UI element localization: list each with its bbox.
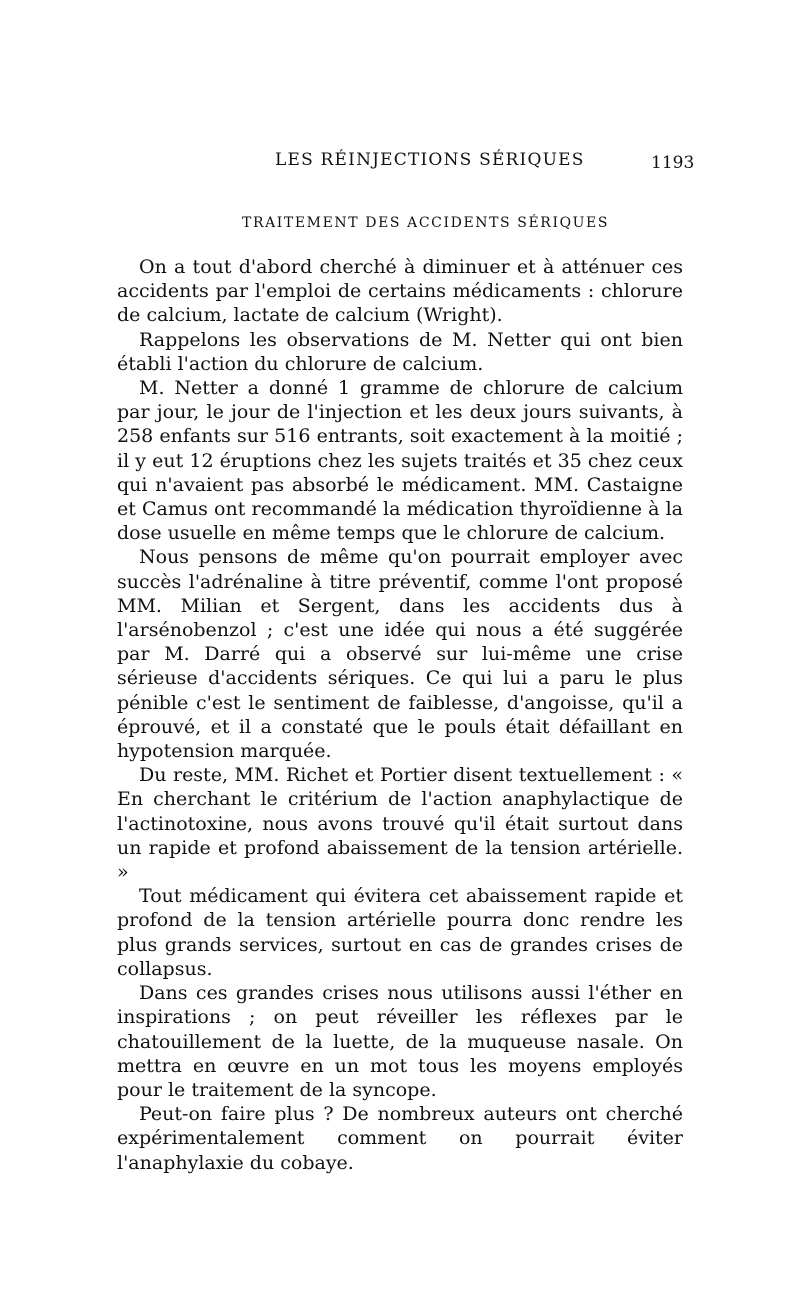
section-title: TRAITEMENT DES ACCIDENTS SÉRIQUES bbox=[242, 215, 610, 231]
paragraph: Du reste, MM. Richet et Portier disent textuellement : « En cherchant le critérium de l'action anaphylactique de l'actinotoxine, nous avons trouvé qu'il était surtout dans un rapide et profond abaissement de la tension artérielle. » bbox=[117, 764, 683, 884]
paragraph: M. Netter a donné 1 gramme de chlorure de calcium par jour, le jour de l'injection et les deux jours suivants, à 258 enfants sur 516 entrants, soit exactement à la moitié ; il y eut 12 éruptions chez les sujets traités et 35 chez ceux qui n'avaient pas absorbé le médicament. MM. Castaigne et Camus ont recommandé la médication thyroïdienne à la dose usuelle en même temps que le chlorure de calcium. bbox=[117, 377, 683, 545]
running-head-title: LES RÉINJECTIONS SÉRIQUES bbox=[275, 150, 585, 170]
paragraph: Rappelons les observations de M. Netter qui ont bien établi l'action du chlorure de calcium. bbox=[117, 328, 683, 375]
body-text bbox=[117, 255, 683, 1175]
paragraph: Dans ces grandes crises nous utilisons aussi l'éther en inspirations ; on peut réveiller les réflexes par le chatouillement de la luette, de la muqueuse nasale. On mettra en œuvre en un mot tous les moyens employés pour le traitement de la syncope. bbox=[117, 982, 683, 1101]
paragraph: Peut-on faire plus ? De nombreux auteurs ont cherché expérimentalement comment on pourrait éviter l'anaphylaxie du cobaye. bbox=[117, 1103, 683, 1174]
paragraph: Nous pensons de même qu'on pourrait employer avec succès l'adrénaline à titre préventif, comme l'ont proposé MM. Milian et Sergent, dans les accidents dus à l'arsénobenzol ; c'est une idée qui nous a été suggérée par M. Darré qui a observé sur lui-même une crise sérieuse d'accidents sériques. Ce qui lui a paru le plus pénible c'est le sentiment de faiblesse, d'angoisse, qu'il a éprouvé, et il a constaté que le pouls était défaillant en hypotension marquée. bbox=[117, 546, 683, 763]
paragraph: Tout médicament qui évitera cet abaissement rapide et profond de la tension artérielle pourra donc rendre les plus grands services, surtout en cas de grandes crises de collapsus. bbox=[117, 885, 683, 980]
paragraph: On a tout d'abord cherché à diminuer et à atténuer ces accidents par l'emploi de certains médicaments : chlorure de calcium, lactate de calcium (Wright). bbox=[117, 256, 683, 327]
page-number: 1193 bbox=[651, 153, 695, 173]
